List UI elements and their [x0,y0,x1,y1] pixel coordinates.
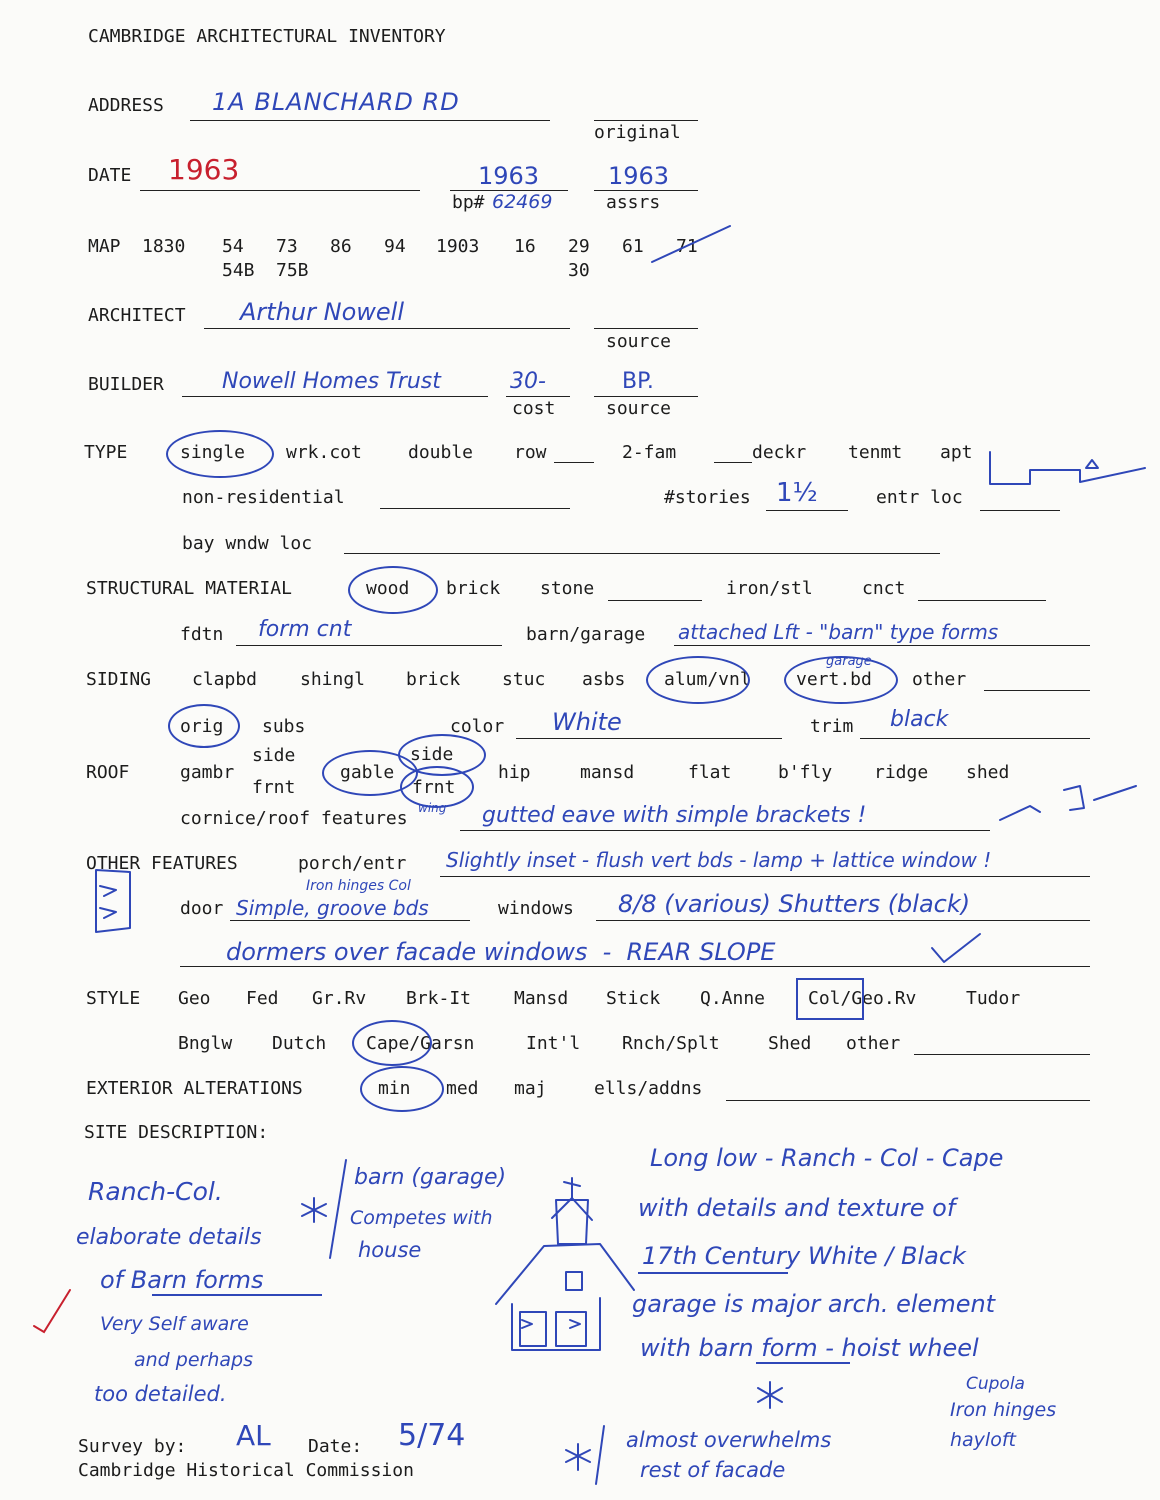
siding-option-brick: brick [406,669,461,690]
map-label: MAP [88,236,121,257]
color-value: White [552,708,622,736]
door-value: Simple, groove bds [236,896,429,920]
entr-loc-label: entr loc [876,487,963,508]
note-line: rest of facade [640,1458,786,1482]
style-option: Stick [606,988,661,1009]
siding-option-other: other [912,669,967,690]
map-year: 73 [276,236,298,257]
windows-label: windows [498,898,574,919]
note-line: and perhaps [134,1349,253,1371]
note-line: of Barn forms [100,1266,264,1294]
note-line: too detailed. [94,1382,227,1406]
survey-by-label: Survey by: [78,1436,187,1457]
style-option: Shed [768,1033,812,1054]
map-year: 29 [568,236,590,257]
map-year: 75B [276,260,309,281]
siding-option-vertbd: vert.bd [796,669,872,690]
note-line: Ranch-Col. [88,1177,223,1206]
builder-value: Nowell Homes Trust [222,369,441,394]
roof-option-ridge: ridge [874,762,929,783]
map-year: 86 [330,236,352,257]
fdtn-value: form cnt [258,617,352,642]
roof-option-flat: flat [688,762,732,783]
note-line: Very Self aware [100,1313,249,1335]
roof-option-gable: gable [340,762,395,783]
style-option: Bnglw [178,1033,233,1054]
dormers-value: dormers over facade windows - REAR SLOPE [226,938,776,966]
other-features-label: OTHER FEATURES [86,853,238,874]
style-option: Fed [246,988,279,1009]
survey-date-label: Date: [308,1436,363,1457]
form-title: CAMBRIDGE ARCHITECTURAL INVENTORY [88,26,446,47]
date-label: DATE [88,165,132,186]
roof-option-bfly: b'fly [778,762,833,783]
type-option-tenmt: tenmt [848,442,903,463]
style-option: Dutch [272,1033,327,1054]
roof-label: ROOF [86,762,130,783]
ext-option-maj: maj [514,1078,547,1099]
roof-option-hip: hip [498,762,531,783]
struct-option-wood: wood [366,578,410,599]
roof-option-gambr: gambr [180,762,235,783]
cornice-value: gutted eave with simple brackets ! [482,803,867,828]
bay-window-label: bay wndw loc [182,533,313,554]
note-line: with barn form - hoist wheel [640,1334,979,1362]
windows-value: 8/8 (various) Shutters (black) [618,890,971,918]
fdtn-label: fdtn [180,624,224,645]
style-label: STYLE [86,988,141,1009]
struct-option-ironstl: iron/stl [726,578,813,599]
struct-option-brick: brick [446,578,501,599]
note-line: almost overwhelms [626,1428,832,1452]
architect-value: Arthur Nowell [240,298,404,326]
style-option: Geo [178,988,211,1009]
roof-option-side: side [252,745,296,766]
exterior-alterations-label: EXTERIOR ALTERATIONS [86,1078,303,1099]
barn-value: attached Lft - "barn" type forms [678,620,999,644]
siding-option-shingl: shingl [300,669,366,690]
map-year: 30 [568,260,590,281]
type-label: TYPE [84,442,128,463]
type-option-double: double [408,442,474,463]
color-label: color [450,716,505,737]
builder-source-label: source [606,398,672,419]
note-line: elaborate details [76,1225,262,1250]
cost-label: cost [512,398,556,419]
cost-value: 30- [510,369,546,394]
architect-label: ARCHITECT [88,305,186,326]
ext-option-min: min [378,1078,411,1099]
type-option-wrkcot: wrk.cot [286,442,362,463]
original-label: original [594,122,681,143]
roof-option-frnt: frnt [252,777,296,798]
note-line: Competes with [350,1207,493,1229]
trim-value: black [890,707,949,732]
bp-number: 62469 [492,191,553,213]
style-option: Tudor [966,988,1021,1009]
builder-label: BUILDER [88,374,164,395]
site-description-label: SITE DESCRIPTION: [84,1122,269,1143]
map-year: 54 [222,236,244,257]
type-option-2fam: 2-fam [622,442,677,463]
map-year: 71 [676,236,698,257]
struct-option-cnct: cnct [862,578,906,599]
note-line: barn (garage) [354,1165,507,1190]
cornice-label: cornice/roof features [180,808,408,829]
siding-option-stuc: stuc [502,669,546,690]
map-year: 94 [384,236,406,257]
ext-option-ells: ells/addns [594,1078,703,1099]
siding-option-clapbd: clapbd [192,669,258,690]
garage-note: garage [826,654,872,669]
type-option-single: single [180,442,246,463]
map-year: 16 [514,236,536,257]
bp-year: 1963 [478,162,540,190]
note-line: house [358,1238,422,1262]
orig-label: orig [180,716,224,737]
wing-note: wing [418,801,447,815]
date-value: 1963 [168,153,240,186]
bp-label: bp# [452,192,485,213]
trim-label: trim [810,716,854,737]
ext-option-med: med [446,1078,479,1099]
note-line: Cupola [966,1374,1025,1394]
note-line: garage is major arch. element [632,1290,996,1318]
address-value: 1A BLANCHARD RD [212,88,460,116]
architect-source-label: source [606,331,672,352]
porch-value: Slightly inset - flush vert bds - lamp + lattice window ! [446,848,992,872]
siding-option-alumvnl: alum/vnl [664,669,751,690]
map-year: 1830 [142,236,186,257]
type-option-apt: apt [940,442,973,463]
note-line: Long low - Ranch - Col - Cape [650,1144,1004,1172]
survey-by-value: AL [236,1419,271,1452]
survey-date-value: 5/74 [398,1418,466,1453]
address-label: ADDRESS [88,95,164,116]
note-line: 17th Century White / Black [642,1242,966,1270]
porch-label: porch/entr [298,853,407,874]
style-option-col-geo: Col/Geo.Rv [808,988,917,1009]
note-line: Iron hinges [950,1399,1057,1421]
assrs-year: 1963 [608,162,670,190]
note-line: hayloft [950,1429,1016,1451]
map-year: 1903 [436,236,480,257]
nonres-label: non-residential [182,487,345,508]
stories-label: #stories [664,487,751,508]
subs-label: subs [262,716,306,737]
style-option: Mansd [514,988,569,1009]
style-option: Brk-It [406,988,472,1009]
style-option: Rnch/Splt [622,1033,720,1054]
style-option: Int'l [526,1033,581,1054]
assrs-label: assrs [606,192,661,213]
roof-option-mansd: mansd [580,762,635,783]
roof-option-gable-side: side [410,744,454,765]
note-line: with details and texture of [638,1194,956,1222]
style-option: other [846,1033,901,1054]
struct-option-stone: stone [540,578,595,599]
map-year: 54B [222,260,255,281]
type-option-deckr: deckr [752,442,807,463]
door-note: Iron hinges Col [306,878,411,894]
map-year: 61 [622,236,644,257]
type-option-row: row [514,442,547,463]
style-option: Gr.Rv [312,988,367,1009]
stories-value: 1½ [776,478,818,508]
roof-option-shed: shed [966,762,1010,783]
style-option: Q.Anne [700,988,766,1009]
siding-label: SIDING [86,669,152,690]
siding-option-asbs: asbs [582,669,626,690]
builder-source-value: BP. [622,369,654,394]
style-option-cape: Cape/Garsn [366,1033,475,1054]
structural-label: STRUCTURAL MATERIAL [86,578,292,599]
commission-name: Cambridge Historical Commission [78,1460,414,1481]
roof-option-gable-frnt: frnt [412,777,456,798]
barn-label: barn/garage [526,624,646,645]
door-label: door [180,898,224,919]
